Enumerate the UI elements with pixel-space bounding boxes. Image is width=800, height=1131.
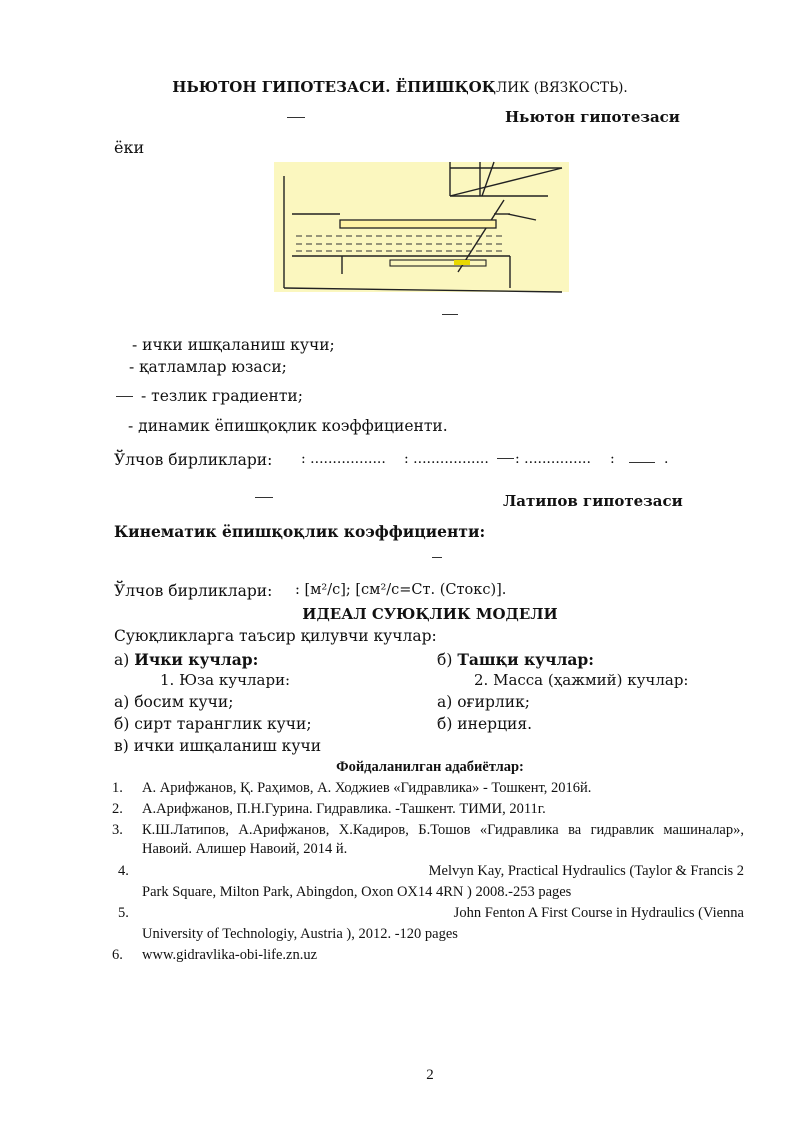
- reference-number: 5.: [118, 905, 129, 921]
- reference-number: 1.: [112, 780, 123, 796]
- references-list: [112, 778, 744, 966]
- external-forces-heading: [437, 650, 594, 669]
- reference-item: [112, 945, 744, 966]
- internal-force-item: б) сирт таранглик кучи;: [114, 715, 312, 733]
- reference-line: University of Technologiy, Austria ), 2012. -120 pages: [142, 926, 458, 942]
- unit-area: : .................: [404, 451, 489, 467]
- reference-text: А.Арифжанов, П.Н.Гурина. Гидравлика. -Ташкент. ТИМИ, 2011г.: [142, 801, 546, 817]
- definition-friction-force: - ички ишқаланиш кучи;: [132, 336, 335, 354]
- reference-number: 6.: [112, 947, 123, 963]
- references-heading: Фойдаланилган адабиётлар:: [336, 759, 524, 775]
- formula-placeholder-dash: [255, 497, 273, 498]
- formula-placeholder-dash: [497, 458, 514, 459]
- reference-number: 2.: [112, 801, 123, 817]
- definition-layer-area: - қатламлар юзаси;: [129, 358, 287, 376]
- title-bold: НЬЮТОН ГИПОТЕЗАСИ. ЁПИШҚОҚ: [172, 78, 496, 96]
- reference-item: [112, 820, 744, 859]
- units-label: Ўлчов бирликлари:: [114, 451, 273, 469]
- kinematic-units: : [м²/с]; [см²/с=Ст. (Стокс)].: [295, 582, 507, 598]
- newton-hypothesis-label: Ньютон гипотезаси: [505, 108, 680, 126]
- reference-number: 3.: [112, 822, 123, 838]
- reference-link[interactable]: www.gidravlika-obi-life.zn.uz: [142, 947, 318, 963]
- eki-text: ёки: [114, 138, 145, 157]
- title-normal: ЛИК (ВЯЗКОСТЬ).: [495, 80, 628, 96]
- viscosity-diagram: [266, 156, 576, 298]
- page-number: 2: [426, 1067, 434, 1083]
- formula-placeholder-dash: [629, 462, 655, 463]
- velocity-mark: [454, 260, 470, 265]
- units-line-1: [114, 451, 669, 469]
- formula-placeholder-dash: [432, 557, 442, 558]
- reference-line: Melvyn Kay, Practical Hydraulics (Taylor & Francis 2: [428, 863, 744, 879]
- reference-number: 4.: [118, 863, 129, 879]
- units-end: .: [664, 451, 669, 467]
- reference-line: Park Square, Milton Park, Abingdon, Oxon OX14 4RN ) 2008.-253 pages: [142, 884, 572, 900]
- reference-item: [112, 861, 744, 903]
- forces-intro: Суюқликларга таъсир қилувчи кучлар:: [114, 627, 437, 645]
- internal-forces-heading: [114, 650, 258, 669]
- moving-plate: [340, 220, 496, 228]
- definition-velocity-gradient: - тезлик градиенти;: [141, 387, 303, 405]
- surface-forces-subheading: 1. Юза кучлари:: [160, 671, 291, 689]
- page-title: [0, 78, 800, 96]
- unit-gradient: : ...............: [515, 451, 591, 467]
- formula-placeholder-dash: [116, 396, 133, 397]
- latipov-hypothesis-label: Латипов гипотезаси: [503, 492, 683, 510]
- internal-force-item: в) ички ишқаланиш кучи: [114, 737, 322, 755]
- reference-text: А. Арифжанов, Қ. Раҳимов, А. Ходжиев «Гидравлика» - Тошкент, 2016й.: [142, 780, 592, 796]
- internal-force-item: а) босим кучи;: [114, 693, 234, 711]
- internal-prefix: а): [114, 651, 130, 669]
- unit-force: : .................: [301, 451, 386, 467]
- kinematic-viscosity-heading: Кинематик ёпишқоқлик коэффициенти:: [114, 522, 486, 541]
- unit-viscosity: :: [610, 451, 615, 467]
- units-label: Ўлчов бирликлари:: [114, 582, 273, 600]
- external-prefix: б): [437, 651, 453, 669]
- mass-forces-subheading: 2. Масса (ҳажмий) кучлар:: [474, 671, 689, 689]
- external-label: Ташқи кучлар:: [457, 650, 594, 669]
- formula-placeholder-dash: [442, 314, 458, 315]
- reference-line: John Fenton A First Course in Hydraulics (Vienna: [453, 905, 744, 921]
- reference-item: [112, 799, 744, 820]
- formula-placeholder-dash: [287, 117, 305, 118]
- internal-label: Ички кучлар:: [134, 650, 259, 669]
- definition-dynamic-viscosity: - динамик ёпишқоқлик коэффициенти.: [128, 417, 448, 435]
- ideal-fluid-heading: ИДЕАЛ СУЮҚЛИК МОДЕЛИ: [302, 605, 558, 623]
- reference-item: [112, 903, 744, 945]
- reference-item: [112, 778, 744, 799]
- external-force-item: б) инерция.: [437, 715, 533, 733]
- reference-text: К.Ш.Латипов, А.Арифжанов, Х.Кадиров, Б.Тошов «Гидравлика ва гидравлик машиналар», Навоий. Алишер Навоий, 2014 й.: [142, 822, 744, 857]
- units-line-2: [114, 582, 507, 600]
- external-force-item: а) оғирлик;: [437, 693, 530, 711]
